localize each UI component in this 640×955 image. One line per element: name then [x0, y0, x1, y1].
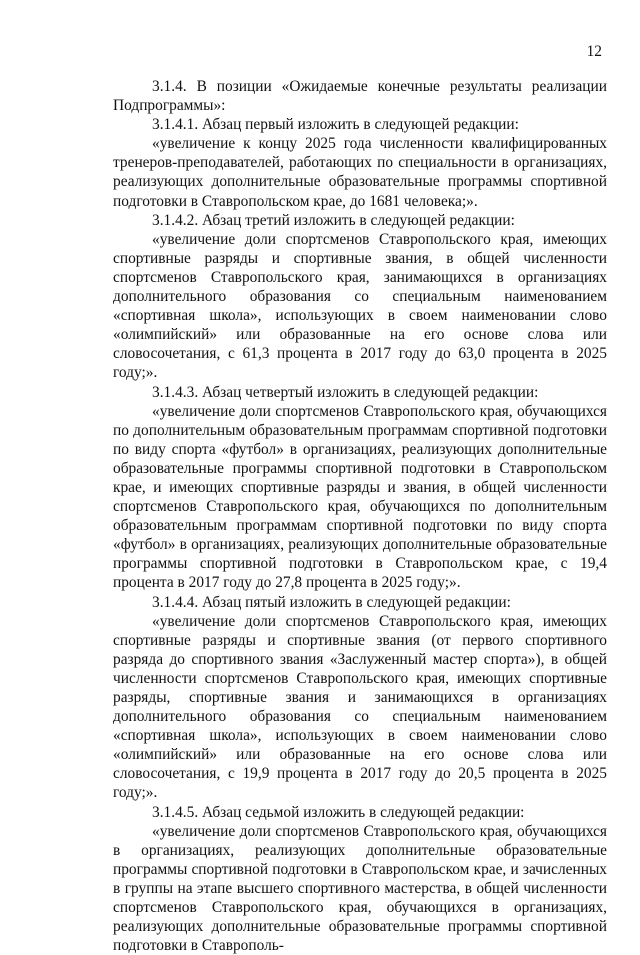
subsection-heading-3-1-4-5: 3.1.4.5. Абзац седьмой изложить в следующей редакции: [152, 803, 525, 821]
amendment-text-3-1-4-3: «увеличение доли спортсменов Ставропольского края, обучающихся по дополнительным образовательным программам спортивной подготовки по виду спорта «футбол» в организациях, реализующих дополнительные образовательные программы спортивной подготовки в Ставропольском крае, и имеющих спортивные разряды и звания, в общей численности спортсменов Ставропольского края, обучающихся по дополнительным образовательным программам спортивной подготовки по виду спорта «футбол» в организациях, реализующих дополнительные образовательные программы спортивной подготовки в Ставропольском крае, с 19,4 процента в 2017 году до 27,8 процента в 2025 году;». [113, 402, 607, 592]
section-heading-3-1-4: 3.1.4. В позиции «Ожидаемые конечные результаты реализации Подпрограммы»: [113, 78, 607, 115]
amendment-text-3-1-4-5: «увеличение доли спортсменов Ставропольского края, обучающихся в организациях, реализующих дополнительные образовательные программы спортивной подготовки в Ставропольском крае, и зачисленных в группы на этапе высшего спортивного мастерства, в общей численности спортсменов Ставропольского края, обучающихся в организациях, реализующих дополнительные образовательные программы спортивной подготовки в Ставрополь- [113, 822, 607, 955]
subsection-heading-3-1-4-2: 3.1.4.2. Абзац третий изложить в следующей редакции: [152, 211, 515, 229]
subsection-heading-3-1-4-3: 3.1.4.3. Абзац четвертый изложить в следующей редакции: [152, 383, 539, 401]
amendment-text-3-1-4-4: «увеличение доли спортсменов Ставропольского края, имеющих спортивные разряды и спортивные звания (от первого спортивного разряда до спортивного звания «Заслуженный мастер спорта»), в общей численности спортсменов Ставропольского края, имеющих спортивные разряды, спортивные звания и занимающихся в организациях дополнительного образования со специальным наименованием «спортивная школа», использующих в своем наименовании слово «олимпийский» или образованные на его основе слова или словосочетания, с 19,9 процента в 2017 году до 20,5 процента в 2025 году;». [113, 612, 607, 802]
document-body [113, 77, 607, 955]
subsection-heading-3-1-4-1: 3.1.4.1. Абзац первый изложить в следующей редакции: [152, 116, 519, 134]
page-number: 12 [586, 43, 602, 60]
amendment-text-3-1-4-2: «увеличение доли спортсменов Ставропольского края, имеющих спортивные разряды и спортивные звания, в общей численности спортсменов Ставропольского края, занимающихся в организациях дополнительного образования со специальным наименованием «спортивная школа», использующих в своем наименовании слово «олимпийский» или образованные на его основе слова или словосочетания, с 61,3 процента в 2017 году до 63,0 процента в 2025 году;». [113, 230, 607, 382]
subsection-heading-3-1-4-4: 3.1.4.4. Абзац пятый изложить в следующей редакции: [152, 593, 511, 611]
amendment-text-3-1-4-1: «увеличение к концу 2025 года численности квалифицированных тренеров-преподавателей, работающих по специальности в организациях, реализующих дополнительные образовательные программы спортивной подготовки в Ставропольском крае, до 1681 человека;». [113, 135, 607, 210]
